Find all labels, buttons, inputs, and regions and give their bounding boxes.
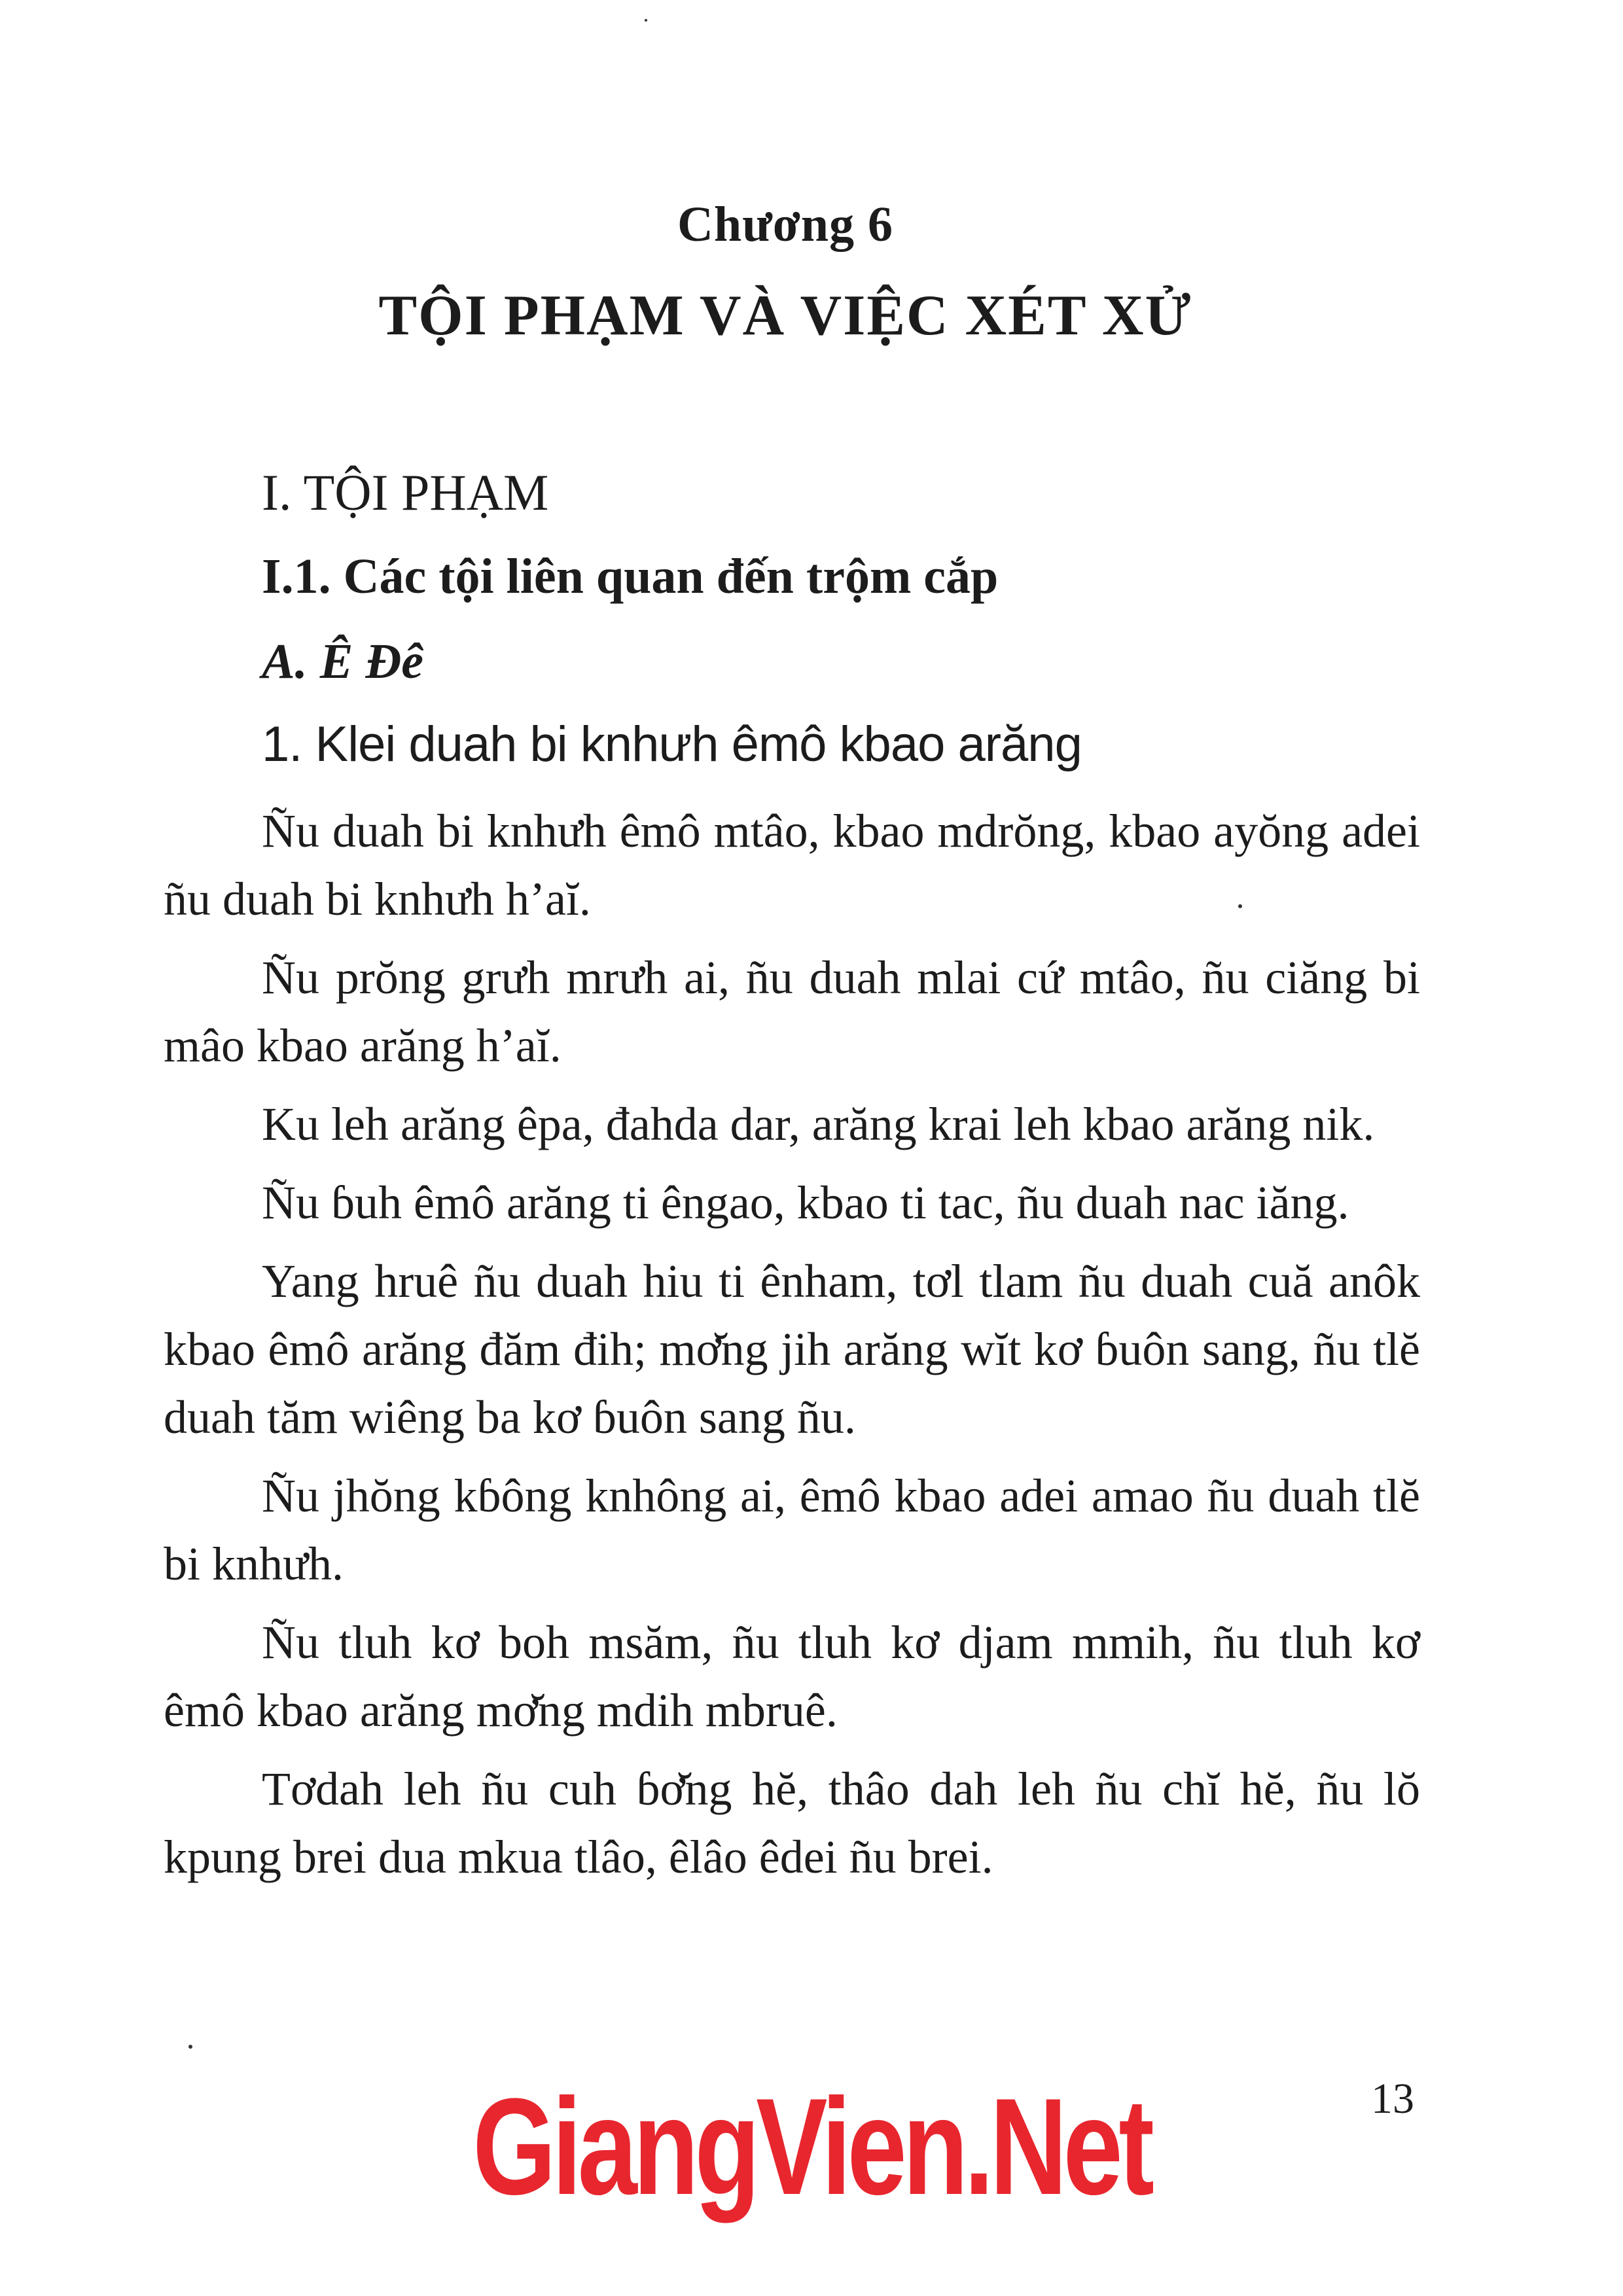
ethnic-group-heading: A. Ê Đê: [262, 634, 423, 689]
paragraph: Ñu jhŏng kɓông knhông ai, êmô kbao adei amao ñu duah tlĕ bi knhưh.: [164, 1470, 1420, 1590]
scan-speck: [188, 2045, 192, 2049]
paragraph: Ñu ɓuh êmô arăng ti êngao, kbao ti tac, ñu duah nac iăng.: [262, 1176, 1349, 1229]
body-text: [164, 797, 1420, 1901]
paragraph: Ñu prŏng grưh mrưh ai, ñu duah mlai cứ mtâo, ñu ciăng bi mâo kbao arăng h’aĭ.: [164, 951, 1420, 1072]
paragraph: Yang hruê ñu duah hiu ti ênham, tơl tlam ñu duah cuă anôk kbao êmô arăng đăm đih; mơ̆ng jih arăng wĭt kơ ɓuôn sang, ñu tlĕ duah tăm wiêng ba kơ ɓuôn sang ñu.: [164, 1255, 1420, 1443]
chapter-title: TỘI PHẠM VÀ VIỆC XÉT XỬ: [378, 284, 1192, 347]
item-heading: 1. Klei duah bi knhưh êmô kbao arăng: [262, 716, 1082, 772]
scan-speck: [645, 19, 647, 22]
subsection-heading: I.1. Các tội liên quan đến trộm cắp: [262, 549, 999, 604]
watermark-logo: GiangVien.Net: [473, 2070, 1150, 2223]
chapter-number: Chương 6: [677, 197, 894, 252]
paragraph: Tơdah leh ñu cuh ɓơ̆ng hĕ, thâo dah leh ñu chĭ hĕ, ñu lŏ kpung brei dua mkua tlâo, êlâo êdei ñu brei.: [164, 1763, 1420, 1883]
scan-speck: [1238, 904, 1242, 908]
paragraph: Ñu tluh kơ boh msăm, ñu tluh kơ djam mmih, ñu tluh kơ êmô kbao arăng mơ̆ng mdih mbruê.: [164, 1616, 1420, 1737]
page-number: 13: [1371, 2075, 1414, 2123]
section-heading: I. TỘI PHẠM: [262, 464, 549, 521]
paragraph: Ñu duah bi knhưh êmô mtâo, kbao mdrŏng, kbao ayŏng adei ñu duah bi knhưh h’aĭ.: [164, 805, 1420, 925]
paragraph: Ku leh arăng êpa, đahda dar, arăng krai leh kbao arăng nik.: [262, 1098, 1375, 1150]
